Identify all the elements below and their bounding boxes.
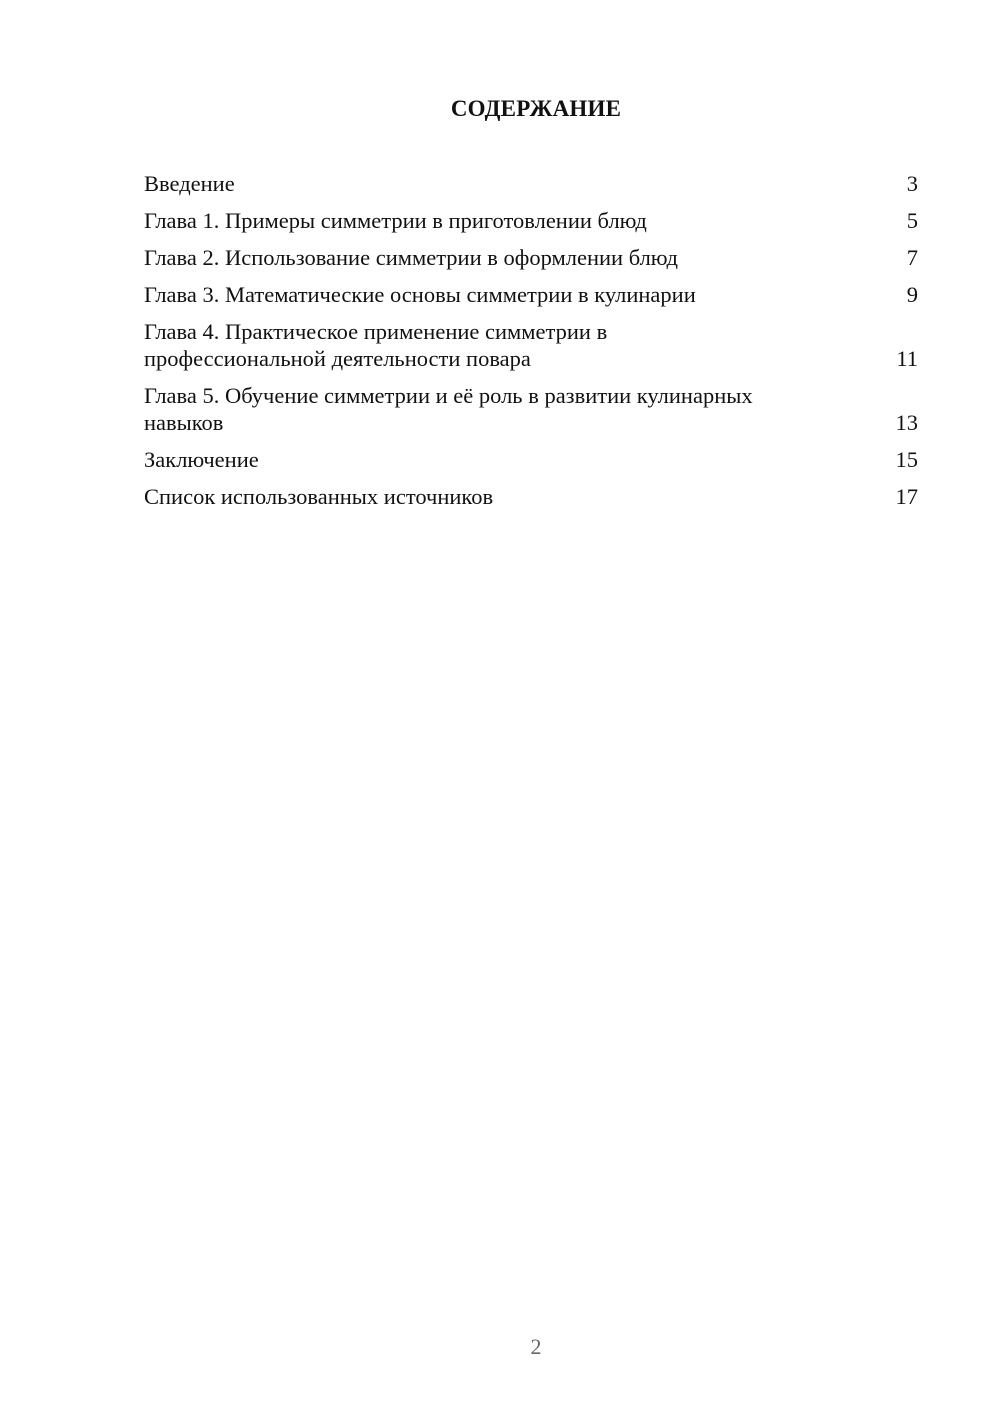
table-of-contents xyxy=(144,170,918,520)
toc-entry-page: 9 xyxy=(906,282,918,307)
toc-entry-title: Введение xyxy=(144,171,235,196)
toc-entry-page: 17 xyxy=(895,484,918,509)
toc-entry-page: 11 xyxy=(896,346,918,371)
toc-entry-chapter-3 xyxy=(144,281,918,308)
toc-entry-title: Заключение xyxy=(144,447,259,472)
toc-entry-title: Глава 4. Практическое применение симметрии в профессиональной деятельности повара xyxy=(144,319,608,371)
toc-entry-conclusion xyxy=(144,446,918,473)
page-title: СОДЕРЖАНИЕ xyxy=(450,96,622,121)
toc-entry-page: 7 xyxy=(906,245,918,270)
toc-entry-page: 13 xyxy=(895,410,918,435)
toc-entry-chapter-4 xyxy=(144,318,918,372)
toc-entry-chapter-5 xyxy=(144,382,918,436)
toc-entry-introduction xyxy=(144,170,918,197)
toc-entry-page: 5 xyxy=(906,208,918,233)
toc-entry-title: Глава 2. Использование симметрии в оформлении блюд xyxy=(144,245,678,270)
toc-entry-references xyxy=(144,483,918,510)
toc-entry-title: Глава 3. Математические основы симметрии в кулинарии xyxy=(144,282,696,307)
toc-entry-title: Список использованных источников xyxy=(144,484,494,509)
toc-entry-page: 3 xyxy=(906,171,918,196)
toc-entry-page: 15 xyxy=(895,447,918,472)
toc-entry-title: Глава 1. Примеры симметрии в приготовлении блюд xyxy=(144,208,647,233)
page-number: 2 xyxy=(530,1334,542,1359)
toc-entry-chapter-2 xyxy=(144,244,918,271)
toc-entry-chapter-1 xyxy=(144,207,918,234)
toc-entry-title: Глава 5. Обучение симметрии и её роль в развитии кулинарных навыков xyxy=(144,383,753,435)
